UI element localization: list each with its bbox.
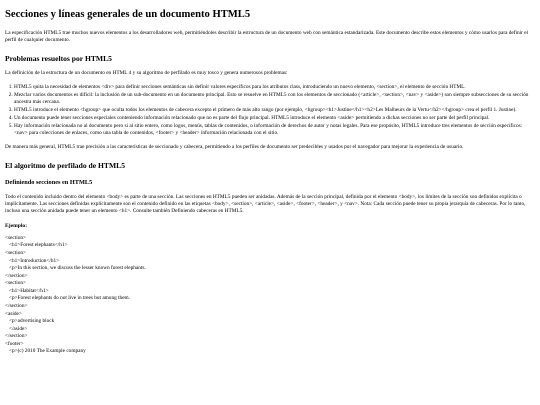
code-line: </aside> <box>5 325 28 332</box>
code-line: <h1>Habitat</h1> <box>5 287 49 294</box>
list-item: 2. Mezclar varios documentos es difícil: la inclusión de un sub-documento en un documento principal. Esto se resuelve en HTML5 con los elementos de seccionado (<article>, <section>, <nav> y <aside>) son siempre subsecciones de su sección ancestra más cercana. <box>14 92 535 106</box>
section-heading-problems: Problemas resueltos por HTML5 <box>5 53 112 63</box>
code-example <box>5 235 535 356</box>
example-label: Ejemplo: <box>5 222 28 229</box>
code-line: <section> <box>5 234 26 241</box>
problems-lead-paragraph: La definición de la estructura de un documento en HTML 4 y su algoritmo de perfilado es muy tosco y genera numerosos problemas: <box>5 69 288 76</box>
section-heading-algorithm: El algoritmo de perfilado de HTML5 <box>5 161 126 171</box>
code-line: </section> <box>5 302 28 309</box>
problems-list <box>5 84 535 137</box>
code-line: <p>(c) 2010 The Example company <box>5 348 86 355</box>
code-line: <p>In this section, we discuss the lesser known forest elephants. <box>5 265 146 272</box>
code-line: <footer> <box>5 340 24 347</box>
list-item: 4. Un documento puede tener secciones especiales conteniendo información relacionado que no es parte del flujo principal. HTML5 introduce el elemento <aside> permitiendo a dichas secciones no ser parte del perfil principal. <box>14 115 535 122</box>
code-line: </section> <box>5 272 28 279</box>
code-line: <aside> <box>5 310 22 317</box>
list-item: 1. HTML5 quita la necesidad de elementos <div> para definir secciones semánticas sin definir valores específicos para los atributos class, introduciendo un nuevo elemento, <section>, el elemento de sección HTML. <box>14 84 535 91</box>
page-title: Secciones y líneas generales de un documento HTML5 <box>5 9 251 20</box>
problems-closing-paragraph: De manera más general, HTML5 trae precisión a las características de seccionado y cabecera, permitiendo a los perfiles de documento ser predecibles y usados por el navegador para mejorar la experiencia de usuario. <box>5 144 464 151</box>
list-item: 5. Hay información relacionada no al documento pero si al sitio entero, como logos, menús, tablas de contenidos, o información de derechos de autor y notas legales. Para ese propósito, HTML5 introduce tres elementos de sección específicos: <nav> para colecciones de enlaces, como una tabla de contenidos, <footer> y <header> información relacionada con el sitio. <box>14 123 535 137</box>
code-line: <h1>Introduction</h1> <box>5 257 60 264</box>
code-line: <p>advertising block <box>5 318 55 325</box>
code-line: <p>Forest elephants do not live in trees but among them. <box>5 295 130 302</box>
list-item: 3. HTML5 introduce el elemento <hgroup> que oculta todos los elementos de cabecera excepto el primero de más alto rango (por ejemplo, <hgroup><h1>Justine</h1><h2>Les Malheurs de la Vertu</h2></hgroup> crea el perfil 1. Justine). <box>14 107 535 114</box>
defining-paragraph: Todo el contenido incluido dentro del elemento <body> es parte de una sección. Las secciones en HTML5 pueden ser anidadas. Además de la sección principal, definida por el elemento <body>, los límites de la sección son definidos explícita o implícitamente. Las secciones definidas explícitamente son el contenido definido en las etiquetas <body>, <section>, <article>, <aside>, <footer>, <header>, y <nav>. Nota: Cada sección puede tener su propia jerarquía de cabeceras. Por lo tanto, incluso una sección anidada puede tener un elemento <h1>. Consulte también Definiendo cabeceras en HTML5. <box>5 193 526 214</box>
code-line: <section> <box>5 280 26 287</box>
subsection-heading-defining: Definiendo secciones en HTML5 <box>5 179 93 187</box>
code-line: </section> <box>5 333 28 340</box>
code-line: <h1>Forest elephants</h1> <box>5 242 68 249</box>
intro-paragraph: La especificación HTML5 trae muchos nuevos elementos a los desarrolladores web, permitiéndoles describir la estructura de un documento web con semántica estandarizada. Este documento describe estos elementos y cómo usarlos para definir el perfil de cualquier documento. <box>5 29 529 43</box>
code-line: <section> <box>5 250 26 257</box>
